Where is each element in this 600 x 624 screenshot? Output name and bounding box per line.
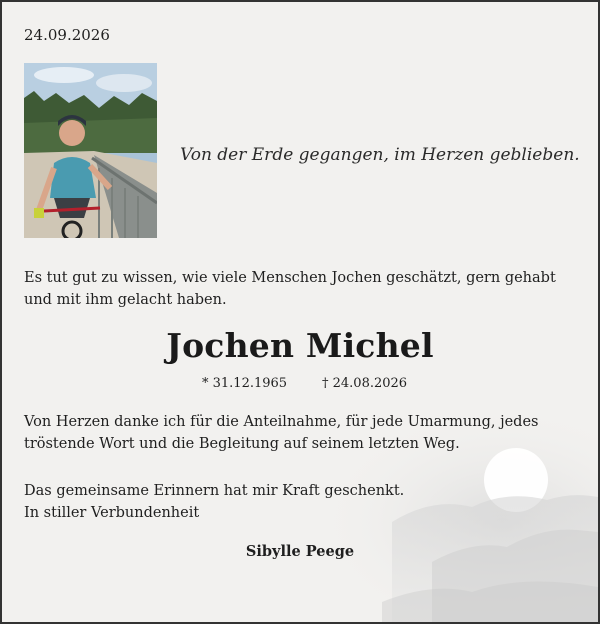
deceased-name: Jochen Michel bbox=[166, 326, 434, 365]
birth-date: * 31.12.1965 bbox=[202, 376, 288, 391]
closing-line-2: In stiller Verbundenheit bbox=[24, 505, 200, 521]
thanks-text: Von Herzen danke ich für die Anteilnahme, für jede Umarmung, jedes tröstende Wort und die Begleitung auf seinem letzten Weg. bbox=[24, 414, 539, 452]
intro-text: Es tut gut zu wissen, wie viele Menschen Jochen geschätzt, gern gehabt und mit ihm gelacht haben. bbox=[24, 270, 556, 308]
closing-text bbox=[24, 480, 404, 524]
publication-date: 24.09.2026 bbox=[24, 26, 110, 44]
portrait-photo-cyclist bbox=[24, 63, 157, 238]
closing-line-1: Das gemeinsame Erinnern hat mir Kraft geschenkt. bbox=[24, 483, 405, 499]
signer-name: Sibylle Peege bbox=[245, 543, 355, 560]
motto: Von der Erde gegangen, im Herzen geblieben. bbox=[180, 145, 580, 165]
death-date: † 24.08.2026 bbox=[322, 376, 408, 391]
